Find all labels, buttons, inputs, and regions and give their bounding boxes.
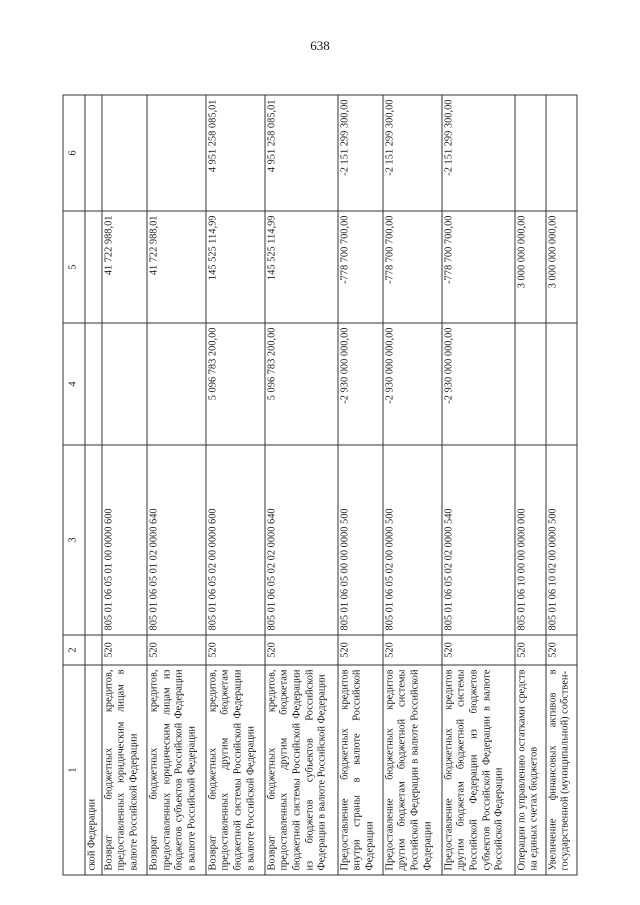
column-5-cell: -778 700 700,00 [442,211,515,323]
table-body [63,95,577,875]
column-4-cell: -2 930 000 000,00 [338,323,383,445]
line-code-cell: 520 [338,635,383,665]
table-row [206,95,265,875]
column-5-cell: 145 525 114,99 [265,211,338,323]
column-6-cell: -2 151 299 300,00 [383,95,442,211]
table-container [63,95,578,875]
column-5-cell: -778 700 700,00 [383,211,442,323]
line-code-cell: 520 [442,635,515,665]
column-4-cell: 5 096 783 200,00 [265,323,338,445]
table-row [515,95,546,875]
column-4-cell [102,323,147,445]
column-header: 1 [63,665,85,875]
line-code-cell: 520 [546,635,577,665]
table-row [383,95,442,875]
table-row [102,95,147,875]
column-6-cell [147,95,206,211]
column-4-cell [147,323,206,445]
column-6-cell: 4 951 258 085,01 [206,95,265,211]
column-6-cell [85,95,102,211]
table-row [85,95,102,875]
column-6-cell: -2 151 299 300,00 [442,95,515,211]
column-4-cell: 5 096 783 200,00 [206,323,265,445]
line-code-cell: 520 [206,635,265,665]
column-5-cell: -778 700 700,00 [338,211,383,323]
page-number: 638 [310,38,330,53]
column-5-cell: 41 722 988,01 [147,211,206,323]
line-code-cell: 520 [383,635,442,665]
budget-table [63,94,578,875]
indicator-name-cell: Предоставление бюджетных кредитов другим бюджетам бюджетной системы Российской Федерации в валюте Российской Федерации [383,665,442,875]
column-6-cell: -2 151 299 300,00 [338,95,383,211]
line-code-cell: 520 [102,635,147,665]
line-code-cell: 520 [515,635,546,665]
kbk-code-cell: 805 01 06 05 02 02 0000 540 [442,445,515,635]
column-header: 6 [63,95,85,211]
column-5-cell: 145 525 114,99 [206,211,265,323]
kbk-code-cell: 805 01 06 05 02 02 0000 640 [265,445,338,635]
table-row [338,95,383,875]
kbk-code-cell: 805 01 06 10 00 00 0000 000 [515,445,546,635]
line-code-cell: 520 [265,635,338,665]
column-6-cell [102,95,147,211]
table-row [546,95,577,875]
column-4-cell: -2 930 000 000,00 [442,323,515,445]
kbk-code-cell: 805 01 06 05 00 00 0000 500 [338,445,383,635]
kbk-code-cell: 805 01 06 05 02 00 0000 600 [206,445,265,635]
column-6-cell [546,95,577,211]
kbk-code-cell: 805 01 06 05 01 00 0000 600 [102,445,147,635]
column-4-cell [85,323,102,445]
column-6-cell [515,95,546,211]
kbk-code-cell [85,445,102,635]
column-header: 3 [63,445,85,635]
column-4-cell [515,323,546,445]
kbk-code-cell: 805 01 06 05 01 02 0000 640 [147,445,206,635]
indicator-name-cell: Возврат бюджетных кредитов, предоставленных юридическим лицам из бюджетов субъектов Российской Федерации в валюте Российской Федерации [147,665,206,875]
column-header: 4 [63,323,85,445]
header-row [63,95,85,875]
indicator-name-cell: ской Федерации [85,665,102,875]
column-4-cell: -2 930 000 000,00 [383,323,442,445]
indicator-name-cell: Предоставление бюджетных кредитов внутри страны в валюте Российской Федерации [338,665,383,875]
indicator-name-cell: Возврат бюджетных кредитов, предоставленных другим бюджетам бюджетной системы Российской Федерации из бюджетов субъектов Российской Федерации в валюте Российской Федерации [265,665,338,875]
line-code-cell: 520 [147,635,206,665]
column-4-cell [546,323,577,445]
column-header: 5 [63,211,85,323]
column-6-cell: 4 951 258 085,01 [265,95,338,211]
column-header: 2 [63,635,85,665]
column-5-cell: 41 722 988,01 [102,211,147,323]
kbk-code-cell: 805 01 06 05 02 00 0000 500 [383,445,442,635]
column-5-cell: 3 000 000 000,00 [515,211,546,323]
indicator-name-cell: Операции по управлению остатками средств на единых счетах бюджетов [515,665,546,875]
table-row [147,95,206,875]
indicator-name-cell: Увеличение финансовых активов в государственной (муниципальной) собствен- [546,665,577,875]
indicator-name-cell: Предоставление бюджетных кредитов другим бюджетам бюджетной системы Российской Федерации из бюджетов субъектов Российской Федерации в валюте Российской Федерации [442,665,515,875]
column-5-cell: 3 000 000 000,00 [546,211,577,323]
indicator-name-cell: Возврат бюджетных кредитов, предоставленных другим бюджетам бюджетной системы Российской Федерации в валюте Российской Федерации [206,665,265,875]
column-5-cell [85,211,102,323]
kbk-code-cell: 805 01 06 10 02 00 0000 500 [546,445,577,635]
indicator-name-cell: Возврат бюджетных кредитов, предоставленных юридическим лицам в валюте Российской Федерации [102,665,147,875]
table-row [265,95,338,875]
line-code-cell [85,635,102,665]
table-row [442,95,515,875]
